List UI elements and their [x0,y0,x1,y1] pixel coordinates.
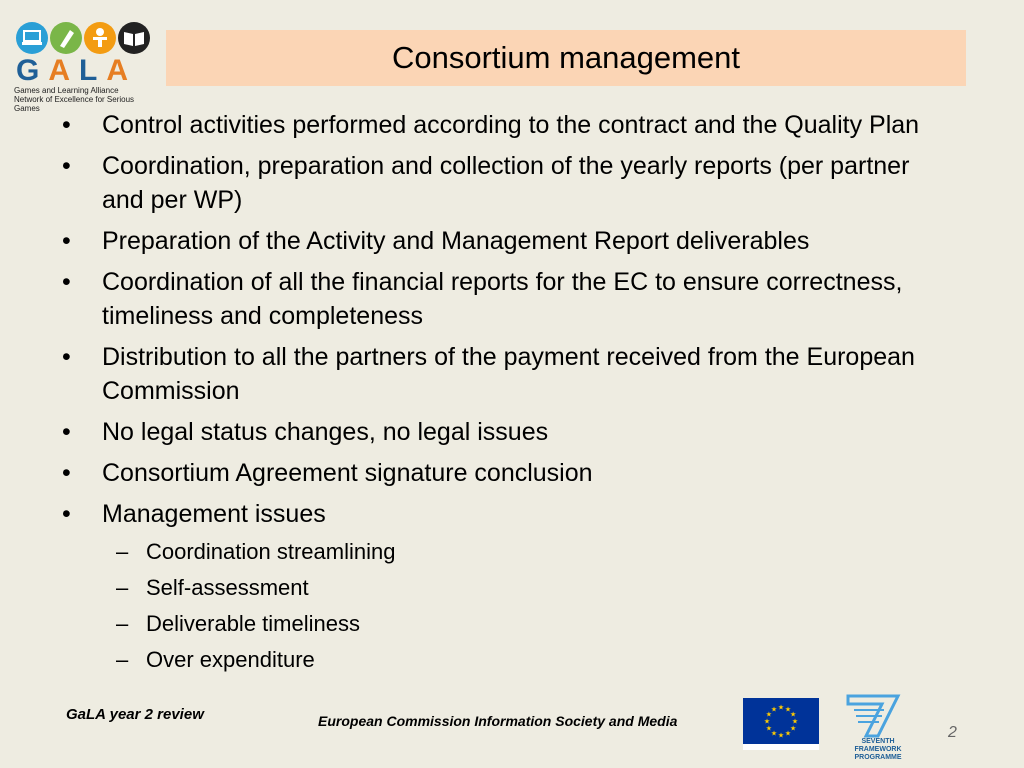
bullet-text: No legal status changes, no legal issues [102,418,549,446]
bullet-item [62,340,952,408]
bullet-item [62,456,952,490]
bullet-marker: • [62,459,71,487]
gala-logo-icons [14,18,154,58]
eu-star: ★ [789,725,797,733]
eu-star: ★ [777,732,785,740]
title-bar [166,30,966,86]
page-number: 2 [948,724,957,741]
footer-ec-label: European Commission Information Society and Media [318,713,678,729]
bullet-marker: • [62,227,71,255]
fp7-label: SEVENTH FRAMEWORK PROGRAMME [854,738,902,761]
sub-bullet-list [102,537,952,675]
bullet-text: Coordination, preparation and collection of the yearly reports (per partner and per WP) [102,152,910,214]
sub-bullet-item [116,573,952,603]
sub-bullet-item [116,645,952,675]
bullet-text: Consortium Agreement signature conclusion [102,459,593,487]
bullet-marker: • [62,152,71,180]
bullet-text: Preparation of the Activity and Management Report deliverables [102,227,810,255]
footer-review-label: GaLA year 2 review [66,706,204,723]
eu-flag-icon [743,698,819,750]
sub-bullet-text: Coordination streamlining [146,539,396,564]
sub-bullet-item [116,537,952,567]
sub-bullet-marker: – [116,575,129,600]
sub-bullet-text: Deliverable timeliness [146,611,360,636]
sub-bullet-marker: – [116,611,129,636]
bullet-item [62,108,952,142]
bullet-item [62,415,952,449]
bullet-marker: • [62,500,71,528]
eu-star: ★ [784,730,792,738]
eu-star: ★ [765,725,773,733]
bullet-item [62,265,952,333]
bullet-marker: • [62,418,71,446]
gala-tagline: Games and Learning Alliance Network of Excellence for Serious Games [14,86,135,113]
eu-star: ★ [770,706,778,714]
eu-star: ★ [765,711,773,719]
eu-stars [743,698,819,744]
slide-title: Consortium management [391,40,741,75]
eu-star: ★ [789,711,797,719]
sub-bullet-marker: – [116,647,129,672]
bullet-text: Control activities performed according to the contract and the Quality Plan [102,111,920,139]
eu-star: ★ [791,718,799,726]
bullet-item [62,149,952,217]
bullet-text: Distribution to all the partners of the payment received from the European Commission [102,343,915,405]
sub-bullet-marker: – [116,539,129,564]
eu-star: ★ [777,704,785,712]
sub-bullet-text: Self-assessment [146,575,309,600]
bullet-text: Management issues [102,500,326,528]
sub-bullet-text: Over expenditure [146,647,315,672]
bullet-item [62,224,952,258]
bullet-item [62,497,952,675]
eu-star: ★ [784,706,792,714]
bullet-marker: • [62,268,71,296]
gala-logo [8,18,148,113]
eu-star: ★ [763,718,771,726]
eu-star: ★ [770,730,778,738]
gala-wordmark: GALA [16,54,138,87]
bullet-list [62,108,952,682]
bullet-text: Coordination of all the financial reports for the EC to ensure correctness, timeliness and completeness [102,268,903,330]
sub-bullet-item [116,609,952,639]
bullet-marker: • [62,343,71,371]
bullet-marker: • [62,111,71,139]
